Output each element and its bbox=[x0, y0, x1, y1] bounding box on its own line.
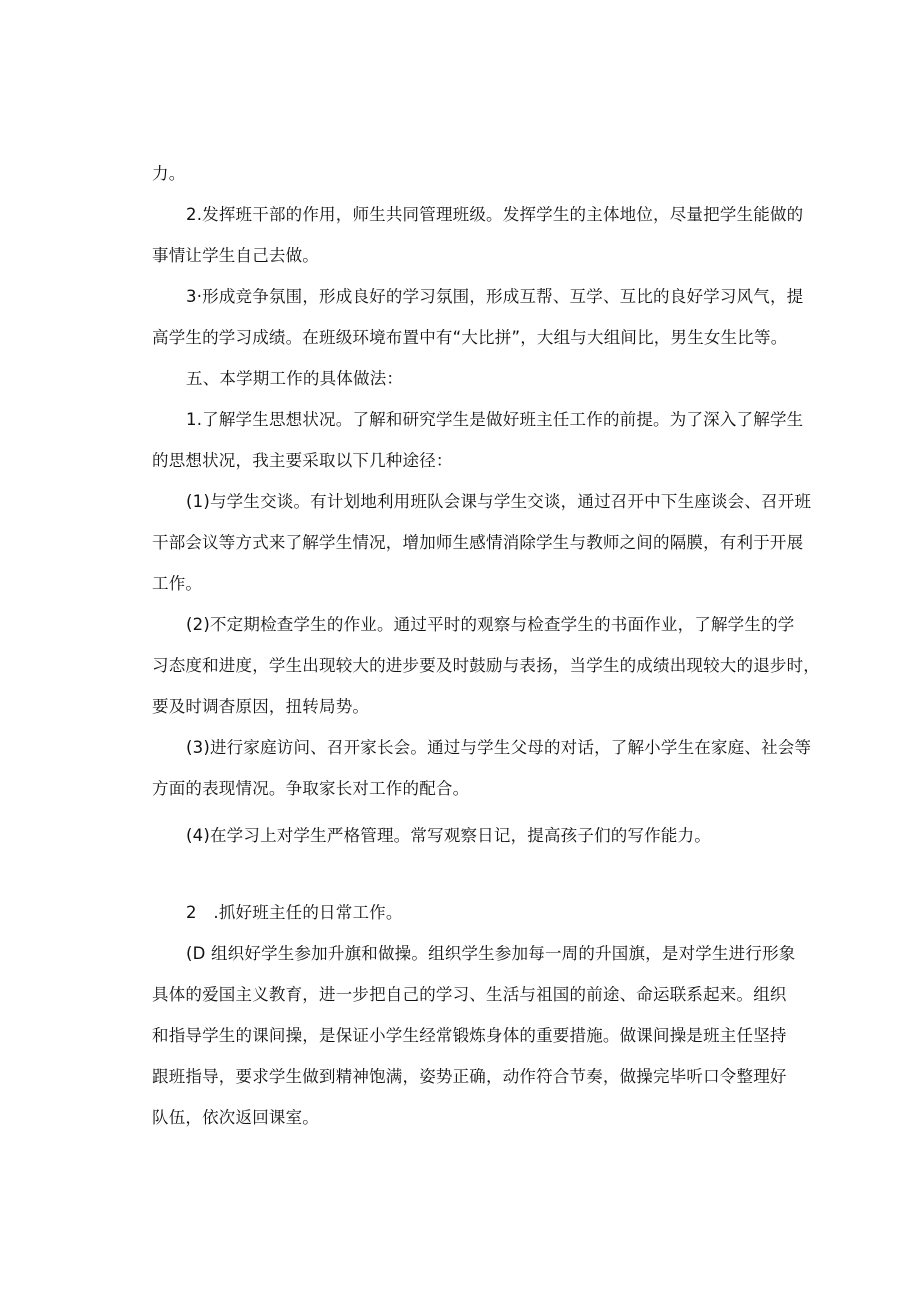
paragraph-line: 干部会议等方式来了解学生情况，增加师生感情消除学生与教师之间的隔膜，有利于开展 bbox=[152, 533, 804, 552]
paragraph-line: 要及时调杳原因，扭转局势。 bbox=[152, 697, 370, 716]
paragraph-line: 工作。 bbox=[152, 574, 203, 593]
paragraph-line: 高学生的学习成绩。在班级环境布置中有“大比拼”，大组与大组间比，男生女生比等。 bbox=[152, 328, 788, 347]
paragraph-line: (3)进行家庭访问、召开家长会。通过与学生父母的对话，了解小学生在家庭、社会等 bbox=[186, 738, 812, 757]
paragraph-line: 事情让学生自己去做。 bbox=[152, 246, 319, 265]
paragraph-line: (D 组织好学生参加升旗和做操。组织学生参加每一周的升国旗，是对学生进行形象 bbox=[186, 944, 796, 963]
paragraph-line: 1.了解学生思想状况。了解和研究学生是做好班主任工作的前提。为了深入了解学生 bbox=[186, 410, 804, 429]
paragraph-line: 2.发挥班干部的作用，师生共同管理班级。发挥学生的主体地位，尽量把学生能做的 bbox=[186, 205, 804, 224]
paragraph-line: (2)不定期检查学生的作业。通过平时的观察与检查学生的书面作业，了解学生的学 bbox=[186, 615, 795, 634]
paragraph-line: 习态度和进度，学生出现较大的进步要及时鼓励与表扬，当学生的成绩出现较大的退步时， bbox=[152, 656, 820, 675]
paragraph-line: 方面的表现情况。争取家长对工作的配合。 bbox=[152, 779, 470, 798]
paragraph-line: 具体的爱国主义教育，进一步把自己的学习、生活与祖国的前途、命运联系起来。组织 bbox=[152, 985, 787, 1004]
paragraph-line: 力。 bbox=[152, 164, 186, 183]
paragraph-line: 2 .抓好班主任的日常工作。 bbox=[186, 903, 403, 922]
paragraph-line: 和指导学生的课间操，是保证小学生经常锻炼身体的重要措施。做课间操是班主任坚持 bbox=[152, 1026, 787, 1045]
section-heading: 五、本学期工作的具体做法： bbox=[186, 369, 404, 388]
paragraph-line: 的思想状况，我主要采取以下几种途径： bbox=[152, 451, 453, 470]
paragraph-line: 队伍，依次返回课室。 bbox=[152, 1108, 319, 1127]
paragraph-line: (4)在学习上对学生严格管理。常写观察日记，提高孩子们的写作能力。 bbox=[186, 826, 711, 845]
paragraph-line: (1)与学生交谈。有计划地利用班队会课与学生交谈，通过召开中下生座谈会、召开班 bbox=[186, 492, 812, 511]
paragraph-line: 跟班指导，要求学生做到精神饱满，姿势正确，动作符合节奏，做操完毕听口令整理好 bbox=[152, 1067, 787, 1086]
paragraph-line: 3·形成竞争氛围，形成良好的学习氛围，形成互帮、互学、互比的良好学习风气，提 bbox=[186, 287, 804, 306]
